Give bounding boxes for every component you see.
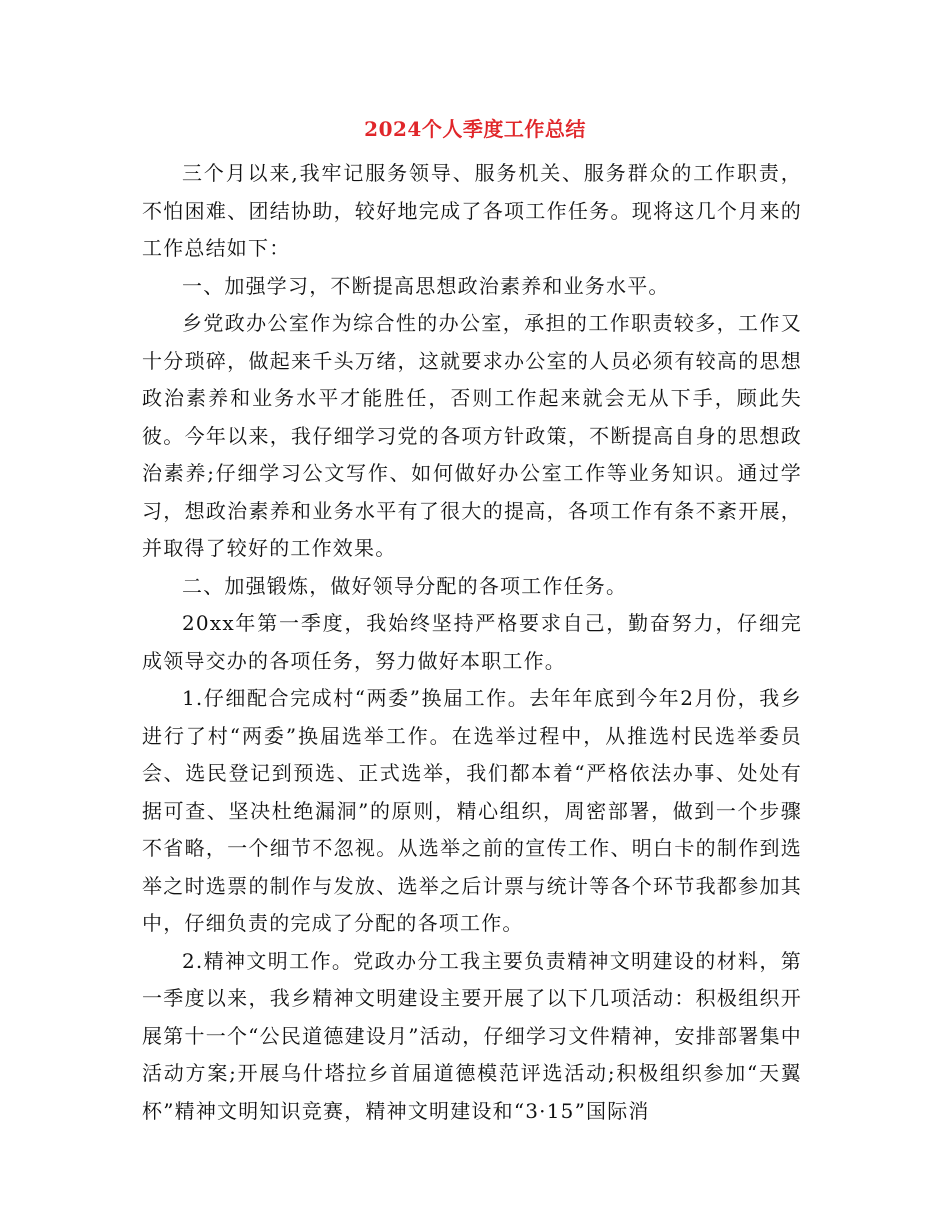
paragraph-civilization: 2.精神文明工作。党政办分工我主要负责精神文明建设的材料，第一季度以来，我乡精神文明建设主要开展了以下几项活动：积极组织开展第十一个“公民道德建设月”活动，仔细学习文件精神，安排部署集中活动方案;开展乌什塔拉乡首届道德模范评选活动;积极组织参加“天翼杯”精神文明知识竞赛，精神文明建设和“3·15”国际消 [142,948,802,1123]
paragraph-intro: 三个月以来,我牢记服务领导、服务机关、服务群众的工作职责，不怕困难、团结协助，较好地完成了各项工作任务。现将这几个月来的工作总结如下： [142,161,802,260]
paragraph-election: 1.仔细配合完成村“两委”换届工作。去年年底到今年2月份，我乡进行了村“两委”换届选举工作。在选举过程中，从推选村民选举委员会、选民登记到预选、正式选举，我们都本着“严格依法办事、处处有据可查、坚决杜绝漏洞”的原则，精心组织，周密部署，做到一个步骤不省略，一个细节不忽视。从选举之前的宣传工作、明白卡的制作到选举之时选票的制作与发放、选举之后计票与统计等各个环节我都参加其中，仔细负责的完成了分配的各项工作。 [142,686,802,935]
document-body [142,155,802,1130]
section-heading-2: 二、加强锻炼，做好领导分配的各项工作任务。 [182,573,628,598]
document-title: 2024个人季度工作总结 [364,117,586,141]
paragraph-quarter: 20xx年第一季度，我始终坚持严格要求自己，勤奋努力，仔细完成领导交办的各项任务，努力做好本职工作。 [142,611,802,673]
paragraph-study: 乡党政办公室作为综合性的办公室，承担的工作职责较多，工作又十分琐碎，做起来千头万绪，这就要求办公室的人员必须有较高的思想政治素养和业务水平才能胜任，否则工作起来就会无从下手，顾此失彼。今年以来，我仔细学习党的各项方针政策，不断提高自身的思想政治素养;仔细学习公文写作、如何做好办公室工作等业务知识。通过学习，想政治素养和业务水平有了很大的提高，各项工作有条不紊开展，并取得了较好的工作效果。 [142,311,802,560]
section-heading-1: 一、加强学习，不断提高思想政治素养和业务水平。 [182,273,670,298]
